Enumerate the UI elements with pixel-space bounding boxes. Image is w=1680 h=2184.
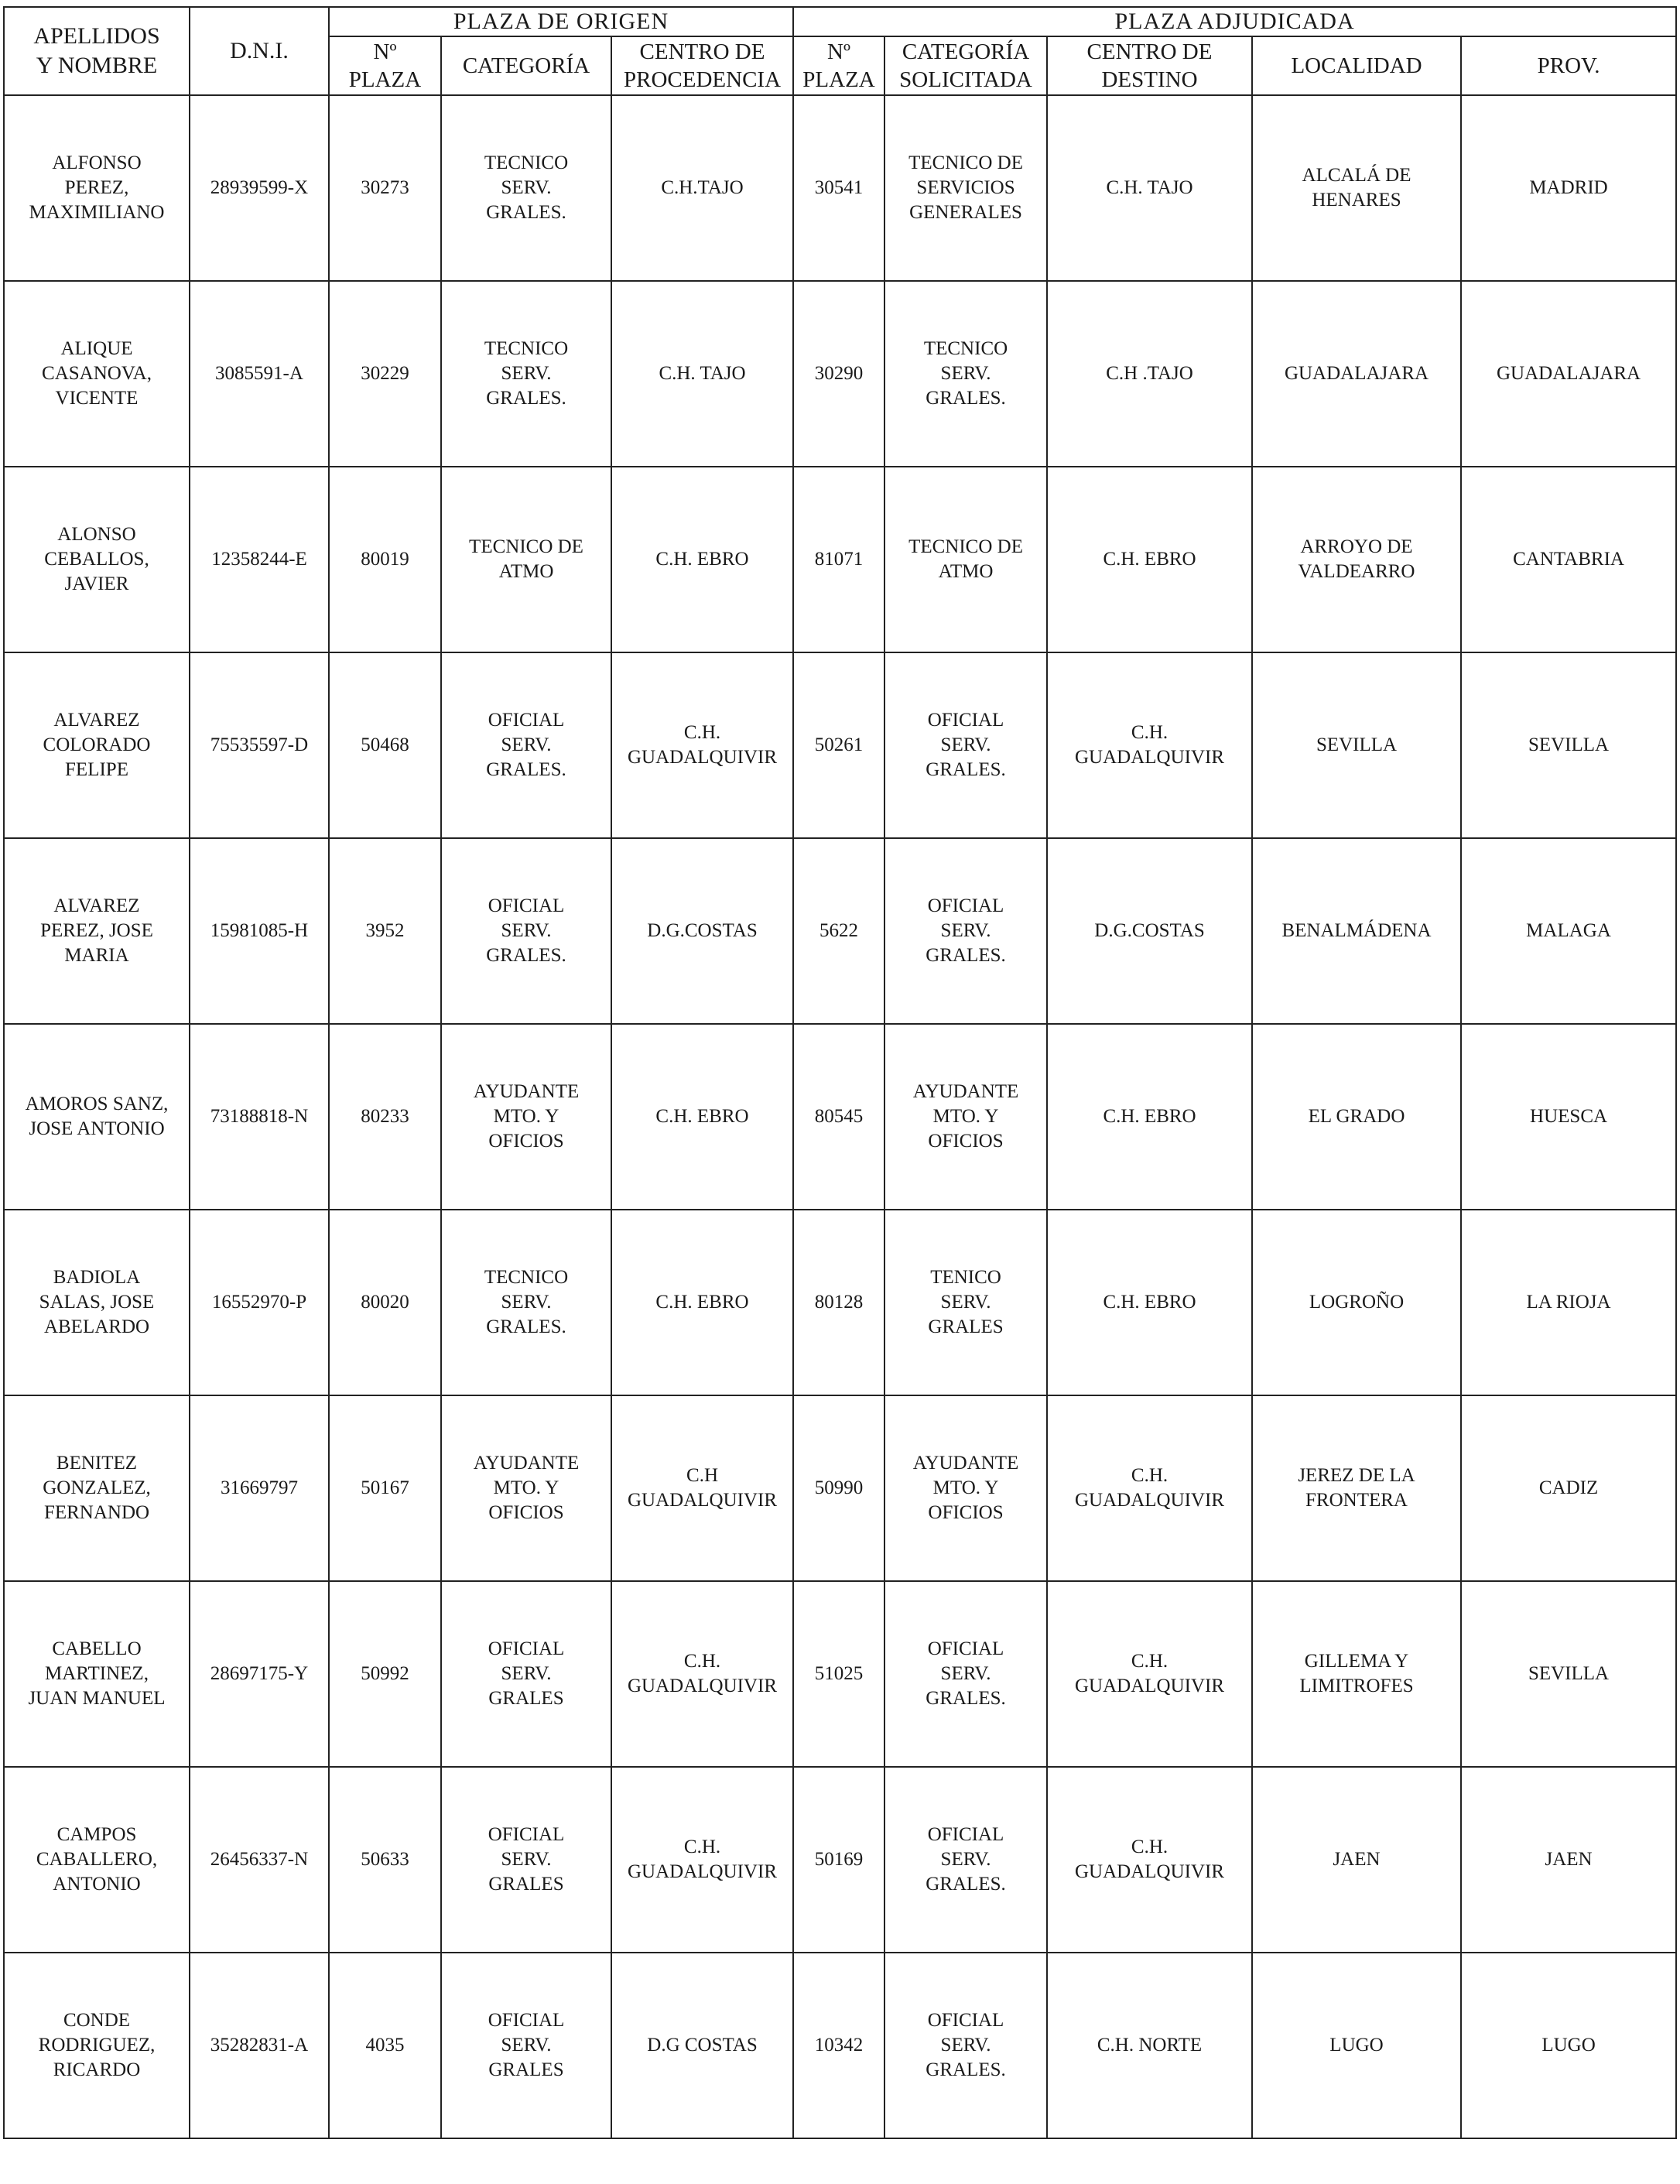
- table-row: [4, 467, 1676, 652]
- table-row: [4, 652, 1676, 838]
- cell-prov: CADIZ: [1461, 1395, 1676, 1581]
- cell-plaza-origen: 3952: [329, 838, 441, 1024]
- cell-localidad: LOGROÑO: [1252, 1210, 1461, 1395]
- header-apellidos: APELLIDOS Y NOMBRE: [4, 7, 190, 95]
- adjudication-table: [3, 6, 1677, 2139]
- cell-dni: 28697175-Y: [190, 1581, 329, 1767]
- cell-prov: SEVILLA: [1461, 1581, 1676, 1767]
- cell-dni: 12358244-E: [190, 467, 329, 652]
- table-row: [4, 95, 1676, 281]
- table-row: [4, 1767, 1676, 1953]
- cell-plaza-origen: 80233: [329, 1024, 441, 1210]
- cell-centro-procedencia: C.H. EBRO: [611, 1024, 793, 1210]
- cell-localidad: EL GRADO: [1252, 1024, 1461, 1210]
- cell-categoria-solicitada: TENICO SERV. GRALES: [884, 1210, 1047, 1395]
- cell-centro-procedencia: C.H.TAJO: [611, 95, 793, 281]
- cell-localidad: JEREZ DE LA FRONTERA: [1252, 1395, 1461, 1581]
- cell-plaza-origen: 80020: [329, 1210, 441, 1395]
- table-row: [4, 1581, 1676, 1767]
- table-row: [4, 1210, 1676, 1395]
- cell-categoria-solicitada: OFICIAL SERV. GRALES.: [884, 1581, 1047, 1767]
- cell-nombre: ALFONSO PEREZ, MAXIMILIANO: [4, 95, 190, 281]
- cell-categoria: OFICIAL SERV. GRALES.: [441, 652, 611, 838]
- cell-localidad: GUADALAJARA: [1252, 281, 1461, 467]
- cell-centro-destino: C.H. GUADALQUIVIR: [1047, 652, 1252, 838]
- cell-centro-destino: C.H. GUADALQUIVIR: [1047, 1581, 1252, 1767]
- cell-centro-destino: D.G.COSTAS: [1047, 838, 1252, 1024]
- cell-plaza-adjudicada: 30290: [793, 281, 884, 467]
- cell-localidad: LUGO: [1252, 1953, 1461, 2138]
- cell-categoria-solicitada: OFICIAL SERV. GRALES.: [884, 838, 1047, 1024]
- cell-dni: 16552970-P: [190, 1210, 329, 1395]
- cell-categoria: OFICIAL SERV. GRALES: [441, 1767, 611, 1953]
- cell-centro-destino: C.H. TAJO: [1047, 95, 1252, 281]
- cell-categoria-solicitada: TECNICO SERV. GRALES.: [884, 281, 1047, 467]
- header-prov: PROV.: [1461, 36, 1676, 95]
- cell-dni: 26456337-N: [190, 1767, 329, 1953]
- cell-dni: 35282831-A: [190, 1953, 329, 2138]
- cell-centro-destino: C.H. EBRO: [1047, 1024, 1252, 1210]
- cell-dni: 75535597-D: [190, 652, 329, 838]
- cell-nombre: ALVAREZ COLORADO FELIPE: [4, 652, 190, 838]
- cell-dni: 28939599-X: [190, 95, 329, 281]
- table-body: [4, 95, 1676, 2138]
- cell-prov: LUGO: [1461, 1953, 1676, 2138]
- header-plaza-adjudicada: PLAZA ADJUDICADA: [793, 7, 1676, 36]
- cell-categoria-solicitada: TECNICO DE ATMO: [884, 467, 1047, 652]
- cell-localidad: ALCALÁ DE HENARES: [1252, 95, 1461, 281]
- cell-plaza-origen: 50468: [329, 652, 441, 838]
- cell-categoria: TECNICO DE ATMO: [441, 467, 611, 652]
- cell-categoria-solicitada: AYUDANTE MTO. Y OFICIOS: [884, 1395, 1047, 1581]
- cell-plaza-adjudicada: 50990: [793, 1395, 884, 1581]
- cell-centro-procedencia: C.H. GUADALQUIVIR: [611, 1767, 793, 1953]
- cell-nombre: CONDE RODRIGUEZ, RICARDO: [4, 1953, 190, 2138]
- cell-plaza-origen: 80019: [329, 467, 441, 652]
- cell-plaza-adjudicada: 81071: [793, 467, 884, 652]
- cell-prov: LA RIOJA: [1461, 1210, 1676, 1395]
- cell-dni: 31669797: [190, 1395, 329, 1581]
- cell-centro-procedencia: D.G COSTAS: [611, 1953, 793, 2138]
- table-row: [4, 1953, 1676, 2138]
- cell-centro-destino: C.H. NORTE: [1047, 1953, 1252, 2138]
- cell-nombre: ALVAREZ PEREZ, JOSE MARIA: [4, 838, 190, 1024]
- cell-prov: JAEN: [1461, 1767, 1676, 1953]
- cell-plaza-adjudicada: 10342: [793, 1953, 884, 2138]
- header-plaza-origen: PLAZA DE ORIGEN: [329, 7, 793, 36]
- cell-plaza-origen: 30273: [329, 95, 441, 281]
- cell-centro-procedencia: C.H. TAJO: [611, 281, 793, 467]
- cell-plaza-adjudicada: 80545: [793, 1024, 884, 1210]
- header-categoria: CATEGORÍA: [441, 36, 611, 95]
- cell-centro-destino: C.H. GUADALQUIVIR: [1047, 1395, 1252, 1581]
- cell-categoria-solicitada: AYUDANTE MTO. Y OFICIOS: [884, 1024, 1047, 1210]
- cell-nombre: ALONSO CEBALLOS, JAVIER: [4, 467, 190, 652]
- cell-localidad: GILLEMA Y LIMITROFES: [1252, 1581, 1461, 1767]
- cell-prov: MALAGA: [1461, 838, 1676, 1024]
- cell-plaza-origen: 50992: [329, 1581, 441, 1767]
- header-n-plaza-adjudicada: Nº PLAZA: [793, 36, 884, 95]
- cell-plaza-adjudicada: 30541: [793, 95, 884, 281]
- cell-categoria-solicitada: OFICIAL SERV. GRALES.: [884, 1953, 1047, 2138]
- cell-categoria: AYUDANTE MTO. Y OFICIOS: [441, 1395, 611, 1581]
- cell-prov: MADRID: [1461, 95, 1676, 281]
- cell-localidad: BENALMÁDENA: [1252, 838, 1461, 1024]
- cell-plaza-adjudicada: 80128: [793, 1210, 884, 1395]
- cell-localidad: ARROYO DE VALDEARRO: [1252, 467, 1461, 652]
- cell-nombre: BADIOLA SALAS, JOSE ABELARDO: [4, 1210, 190, 1395]
- cell-centro-destino: C.H .TAJO: [1047, 281, 1252, 467]
- cell-prov: GUADALAJARA: [1461, 281, 1676, 467]
- cell-nombre: ALIQUE CASANOVA, VICENTE: [4, 281, 190, 467]
- header-centro-procedencia: CENTRO DE PROCEDENCIA: [611, 36, 793, 95]
- cell-centro-procedencia: C.H GUADALQUIVIR: [611, 1395, 793, 1581]
- cell-categoria: OFICIAL SERV. GRALES: [441, 1581, 611, 1767]
- cell-plaza-origen: 50633: [329, 1767, 441, 1953]
- cell-nombre: CAMPOS CABALLERO, ANTONIO: [4, 1767, 190, 1953]
- table-row: [4, 1395, 1676, 1581]
- cell-categoria-solicitada: OFICIAL SERV. GRALES.: [884, 652, 1047, 838]
- cell-categoria: TECNICO SERV. GRALES.: [441, 95, 611, 281]
- cell-centro-destino: C.H. GUADALQUIVIR: [1047, 1767, 1252, 1953]
- cell-prov: CANTABRIA: [1461, 467, 1676, 652]
- cell-centro-procedencia: C.H. EBRO: [611, 467, 793, 652]
- cell-nombre: BENITEZ GONZALEZ, FERNANDO: [4, 1395, 190, 1581]
- cell-centro-procedencia: C.H. EBRO: [611, 1210, 793, 1395]
- cell-centro-destino: C.H. EBRO: [1047, 1210, 1252, 1395]
- cell-localidad: JAEN: [1252, 1767, 1461, 1953]
- cell-dni: 15981085-H: [190, 838, 329, 1024]
- cell-dni: 73188818-N: [190, 1024, 329, 1210]
- cell-categoria: TECNICO SERV. GRALES.: [441, 281, 611, 467]
- cell-plaza-origen: 30229: [329, 281, 441, 467]
- cell-categoria: AYUDANTE MTO. Y OFICIOS: [441, 1024, 611, 1210]
- header-n-plaza-origen: Nº PLAZA: [329, 36, 441, 95]
- cell-plaza-adjudicada: 50169: [793, 1767, 884, 1953]
- cell-prov: SEVILLA: [1461, 652, 1676, 838]
- cell-centro-destino: C.H. EBRO: [1047, 467, 1252, 652]
- cell-plaza-origen: 4035: [329, 1953, 441, 2138]
- cell-plaza-origen: 50167: [329, 1395, 441, 1581]
- cell-categoria: OFICIAL SERV. GRALES.: [441, 838, 611, 1024]
- header-dni: D.N.I.: [190, 7, 329, 95]
- cell-nombre: AMOROS SANZ, JOSE ANTONIO: [4, 1024, 190, 1210]
- table-row: [4, 1024, 1676, 1210]
- cell-categoria: OFICIAL SERV. GRALES: [441, 1953, 611, 2138]
- table-row: [4, 281, 1676, 467]
- cell-plaza-adjudicada: 50261: [793, 652, 884, 838]
- cell-centro-procedencia: D.G.COSTAS: [611, 838, 793, 1024]
- header-centro-destino: CENTRO DE DESTINO: [1047, 36, 1252, 95]
- cell-categoria: TECNICO SERV. GRALES.: [441, 1210, 611, 1395]
- cell-categoria-solicitada: OFICIAL SERV. GRALES.: [884, 1767, 1047, 1953]
- cell-plaza-adjudicada: 51025: [793, 1581, 884, 1767]
- table-row: [4, 838, 1676, 1024]
- cell-prov: HUESCA: [1461, 1024, 1676, 1210]
- header-localidad: LOCALIDAD: [1252, 36, 1461, 95]
- cell-plaza-adjudicada: 5622: [793, 838, 884, 1024]
- cell-centro-procedencia: C.H. GUADALQUIVIR: [611, 1581, 793, 1767]
- cell-localidad: SEVILLA: [1252, 652, 1461, 838]
- header-categoria-solicitada: CATEGORÍA SOLICITADA: [884, 36, 1047, 95]
- table-header: [4, 7, 1676, 95]
- cell-dni: 3085591-A: [190, 281, 329, 467]
- cell-nombre: CABELLO MARTINEZ, JUAN MANUEL: [4, 1581, 190, 1767]
- cell-centro-procedencia: C.H. GUADALQUIVIR: [611, 652, 793, 838]
- cell-categoria-solicitada: TECNICO DE SERVICIOS GENERALES: [884, 95, 1047, 281]
